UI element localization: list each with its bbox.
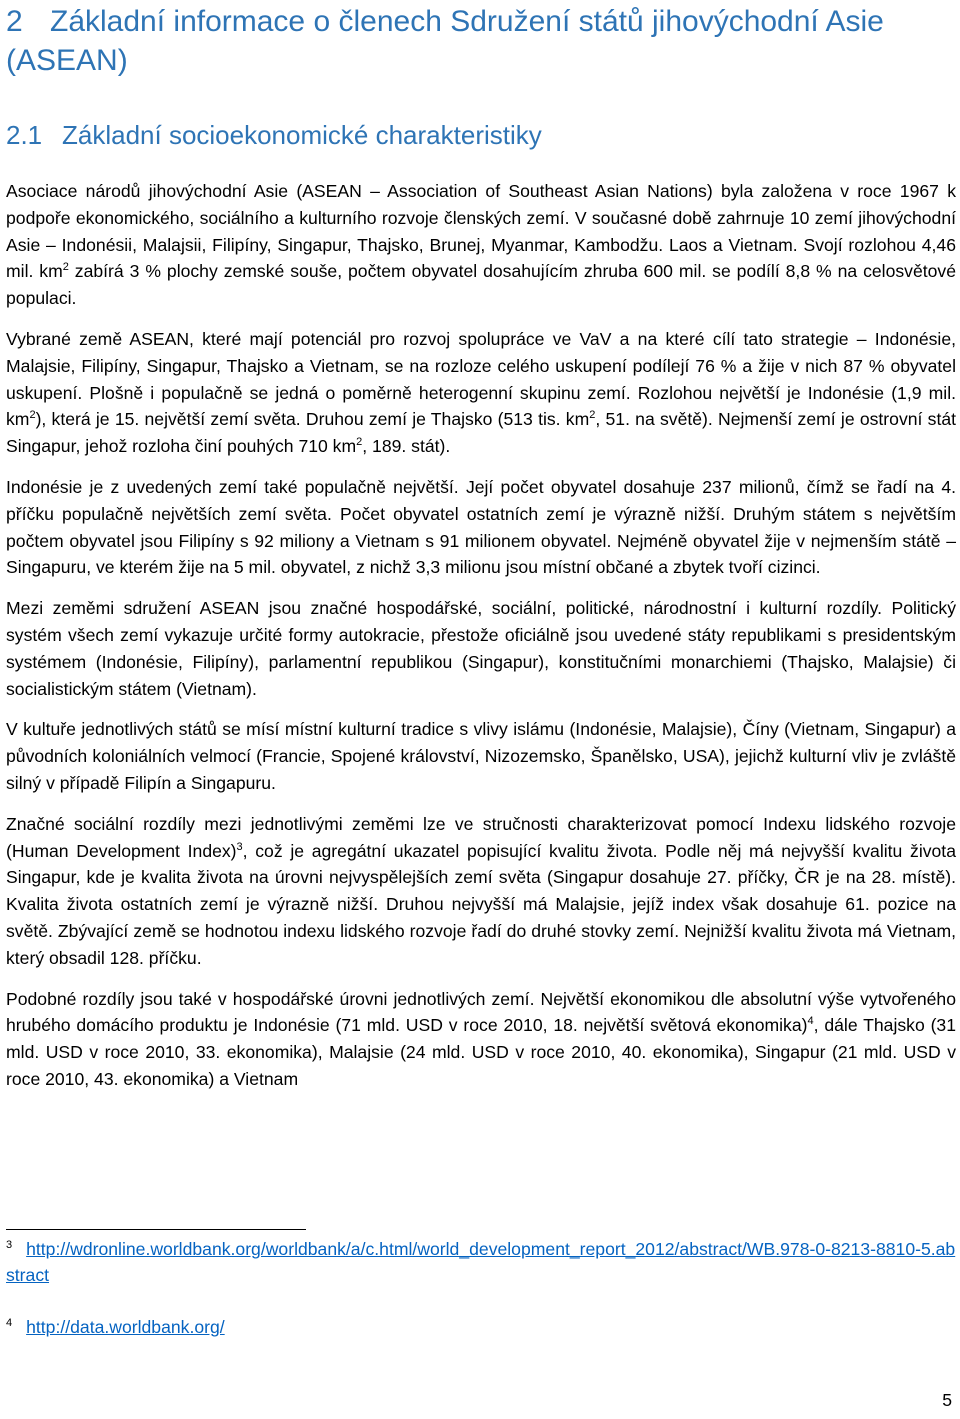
paragraph-culture: V kultuře jednotlivých států se mísí místní kulturní tradice s vlivy islámu (Indonésie, Malajsie), Číny (Vietnam, Singapur) a původních koloniálních velmocí (Francie, Spojené království, Nizozemsko, Španělsko, USA), jejichž kulturní vliv je zvláště silný v případě Filipín a Singapuru.: [6, 719, 956, 793]
paragraph-differences: Mezi zeměmi sdružení ASEAN jsou značné hospodářské, sociální, politické, národnostní i kulturní rozdíly. Politický systém všech zemí vykazuje určité formy autokracie, přestože oficiálně jsou uvedené státy republikami s presidentským systémem (Indonésie, Filipíny), parlamentní republikou (Singapur), konstitučními monarchiemi (Thajsko, Malajsie) či socialistickým státem (Vietnam).: [6, 598, 956, 699]
section-number: 2.1: [6, 120, 43, 150]
footnote-link-worldbank-data[interactable]: http://data.worldbank.org/: [26, 1317, 225, 1337]
footnote-mark: 4: [6, 1317, 13, 1330]
footnote-3: [6, 1236, 956, 1288]
body-text: [6, 178, 956, 1107]
section-title: Základní socioekonomické charakteristiky: [62, 120, 542, 150]
chapter-number: 2: [6, 5, 23, 38]
chapter-title: Základní informace o členech Sdružení států jihovýchodní Asie (ASEAN): [6, 5, 884, 77]
footnote-ref-3[interactable]: 3: [236, 840, 243, 853]
footnote-link-worldbank-report[interactable]: http://wdronline.worldbank.org/worldbank/a/c.html/world_development_report_2012/abstract/WB.978-0-8213-8810-5.abstract: [6, 1239, 956, 1285]
paragraph-asean-intro: Asociace národů jihovýchodní Asie (ASEAN – Association of Southeast Asian Nations) byla založena v roce 1967 k podpoře ekonomického, sociálního a kulturního rozvoje členských zemí. V současné době zahrnuje 10 zemí jihovýchodní Asie – Indonésii, Malajsii, Filipíny, Singapur, Thajsko, Brunej, Myanmar, Kambodžu. Laos a Vietnam. Svojí rozlohou 4,46 mil. $km^2$ zabírá 3 % plochy zemské souše, počtem obyvatel dosahujícím zhruba 600 mil. se podílí 8,8 % na celosvětové populaci.: [6, 181, 957, 309]
paragraph-hdi: Značné sociální rozdíly mezi jednotlivými zeměmi lze ve stručnosti charakterizovat pomocí Indexu lidského rozvoje (Human Development Index)$^3$, což je agregátní ukazatel popisující kvalitu života. Podle něj má nejvyšší kvalitu života Singapur, kde je kvalita života na úrovni nejvyspělejších zemí světa (Singapur dosahuje 27. příčky, ČR je na 28. místě). Kvalita života ostatních zemí je výrazně nižší. Druhou nejvyšší má Malajsie, jejíž index však dosahuje 61. pozice na světě. Zbývající země se hodnotou indexu lidského rozvoje řadí do druhé stovky zemí. Nejnižší kvalitu života má Vietnam, který obsadil 128. příčku.: [6, 813, 956, 968]
footnote-separator: [6, 1229, 306, 1230]
paragraph-economy: Podobné rozdíly jsou také v hospodářské úrovni jednotlivých zemí. Největší ekonomikou dle absolutní výše vytvořeného hrubého domácího produktu je Indonésie (71 mld. USD v roce 2010, 18. největší světová ekonomika)$^4$, dále Thajsko (31 mld. USD v roce 2010, 33. ekonomika), Malajsie (24 mld. USD v roce 2010, 40. ekonomika), Singapur (21 mld. USD v roce 2010, 43. ekonomika) a Vietnam: [6, 988, 956, 1089]
section-heading: [6, 118, 956, 152]
footnote-mark: 3: [6, 1239, 13, 1252]
page-number: 5: [942, 1390, 952, 1410]
paragraph-population: Indonésie je z uvedených zemí také populačně největší. Její počet obyvatel dosahuje 237 milionů, čímž se řadí na 4. příčku populačně největších zemí světa. Počet obyvatel ostatních zemí je výrazně nižší. Druhým státem s největším počtem obyvatel jsou Filipíny s 92 miliony a Vietnam s 91 milionem obyvatel. Nejméně obyvatel žije v nejmenším státě – Singapuru, ve kterém žije na 5 mil. obyvatel, z nichž 3,3 milionu jsou místní občané a zbytek tvoří cizinci.: [6, 476, 956, 578]
footnote-4: [6, 1314, 956, 1340]
paragraph-selected-countries: Vybrané země ASEAN, které mají potenciál pro rozvoj spolupráce ve VaV a na které cílí tato strategie – Indonésie, Malajsie, Filipíny, Singapur, Thajsko a Vietnam, se na rozloze celého uskupení podílejí 76 % a žije v nich 87 % obyvatel uskupení. Plošně i populačně se jedná o poměrně heterogenní skupinu zemí. Rozlohou největší je Indonésie (1,9 mil. $km^2$), která je 15. největší zemí světa. Druhou zemí je Thajsko (513 tis. $km^2$, 51. na světě). Nejmenší zemí je ostrovní stát Singapur, jehož rozloha činí pouhých 710 $km^2$, 189. stát).: [6, 328, 957, 457]
footnote-ref-4[interactable]: 4: [807, 1015, 814, 1028]
footnotes: [6, 1236, 956, 1366]
chapter-heading: [6, 2, 956, 80]
